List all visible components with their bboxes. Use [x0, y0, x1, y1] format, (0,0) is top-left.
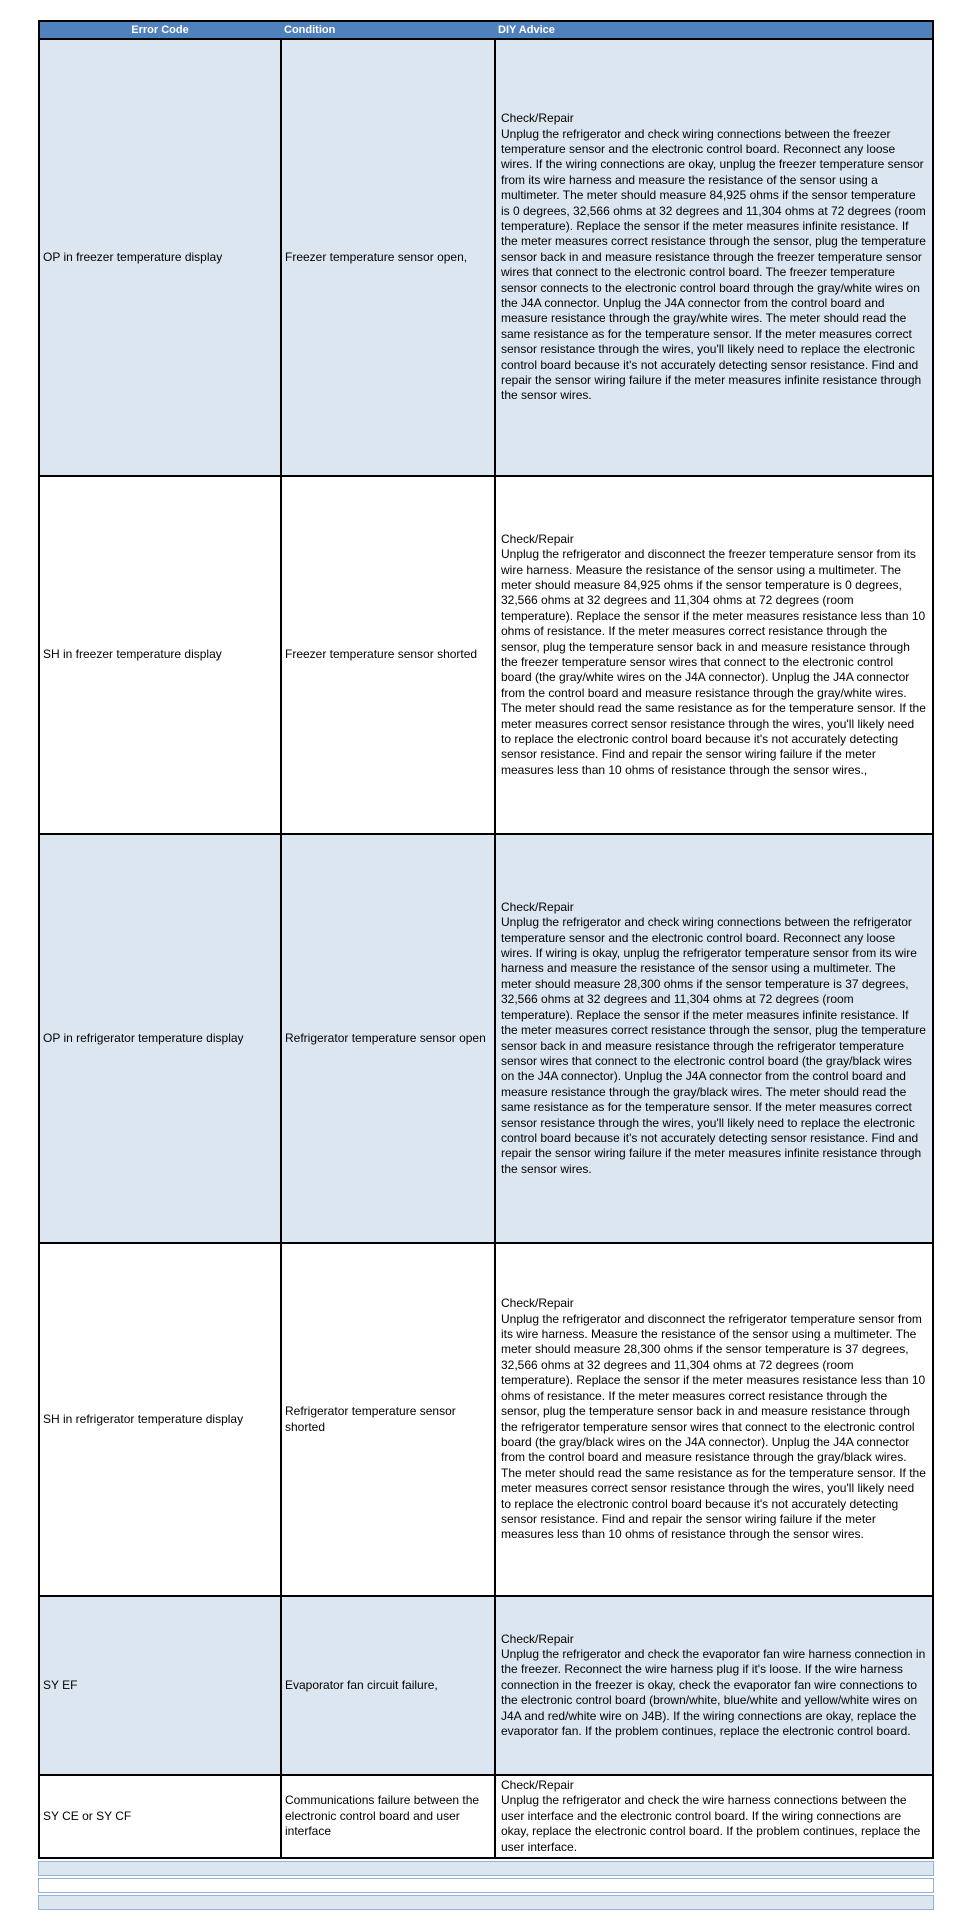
header-condition: Condition — [284, 24, 336, 36]
advice-title: Check/Repair — [501, 111, 574, 126]
condition-text: Freezer temperature sensor open, — [285, 249, 468, 264]
advice-block — [501, 1296, 927, 1543]
troubleshooting-table — [38, 20, 934, 1859]
diy-advice-cell — [494, 835, 932, 1242]
error-code-cell — [40, 40, 280, 475]
condition-cell — [280, 1776, 494, 1857]
advice-block — [501, 111, 927, 404]
condition-text: Evaporator fan circuit failure, — [285, 1677, 438, 1692]
advice-body: Unplug the refrigerator and check the evaporator fan wire harness connection in the freezer. Reconnect the wire harness plug if it's loose. If the wire harness connection in the freezer is okay, check the evaporator fan wire connections to the electronic control board (brown/white, blue/white and yellow/white wires on J4A and red/white wire on J4B). If the wiring connections are okay, replace the evaporator fan. If the problem continues, replace the electronic control board. — [501, 1646, 926, 1739]
table-row-sy-ef — [40, 1595, 932, 1774]
error-code-text: OP in freezer temperature display — [43, 249, 223, 264]
error-code-cell — [40, 835, 280, 1242]
advice-block — [501, 900, 927, 1177]
condition-cell — [280, 40, 494, 475]
advice-title: Check/Repair — [501, 1777, 574, 1792]
error-code-text: SH in refrigerator temperature display — [43, 1411, 244, 1426]
advice-body: Unplug the refrigerator and check wiring connections between the freezer temperature sensor and the electronic control board. Reconnect any loose wires. If the wiring connections are okay, unplug the freezer temperature sensor from its wire harness and measure the resistance of the sensor using a multimeter. The meter should measure 84,925 ohms if the sensor temperature is 0 degrees, 32,566 ohms at 32 degrees and 11,304 ohms at 72 degrees (room temperature). Replace the sensor if the meter measures infinite resistance. If the meter measures correct resistance through the sensor, plug the temperature sensor back in and measure resistance through the freezer temperature sensor wires that connect to the electronic control board. The freezer temperature sensor connects to the electronic control board through the gray/white wires on the J4A connector. Unplug the J4A connector from the control board and measure resistance through the gray/white wires. The meter should read the same resistance as for the temperature sensor. If the meter measures correct sensor resistance through the wires, you'll likely need to replace the electronic control board because it's not accurately detecting sensor resistance. Find and repair the sensor wiring failure if the meter measures infinite resistance through the sensor wires. — [501, 126, 926, 403]
error-code-cell — [40, 1244, 280, 1595]
advice-title: Check/Repair — [501, 1296, 574, 1311]
diy-advice-cell — [494, 1597, 932, 1774]
header-diy-advice: DIY Advice — [498, 24, 555, 36]
advice-body: Unplug the refrigerator and disconnect the refrigerator temperature sensor from its wire harness. Measure the resistance of the sensor using a multimeter. The meter should measure 28,300 ohms if the sensor temperature is 37 degrees, 32,566 ohms at 32 degrees and 11,304 ohms at 72 degrees (room temperature). Replace the sensor if the meter measures resistance less than 10 ohms of resistance. If the meter measures correct resistance through the sensor, plug the temperature sensor back in and measure resistance through the refrigerator temperature sensor wires that connect to the electronic control board (the gray/black wires on the J4A connector). Unplug the J4A connector from the control board and measure resistance through the gray/black wires. The meter should read the same resistance as for the temperature sensor. If the meter measures correct sensor resistance through the wires, you'll likely need to replace the electronic control board because it's not accurately detecting sensor resistance. Find and repair the sensor wiring failure if the meter measures less than 10 ohms of resistance through the sensor wires. — [501, 1311, 926, 1542]
table-row-sh-freezer — [40, 475, 932, 833]
empty-row — [38, 1861, 934, 1876]
condition-cell — [280, 477, 494, 833]
table-row-op-refrigerator — [40, 833, 932, 1242]
error-code-cell — [40, 477, 280, 833]
error-code-text: SY CE or SY CF — [43, 1808, 132, 1823]
header-error-code: Error Code — [131, 24, 189, 36]
error-code-text: SY EF — [43, 1677, 78, 1692]
table-row-sy-ce-cf — [40, 1774, 932, 1857]
advice-title: Check/Repair — [501, 1631, 574, 1646]
error-code-cell — [40, 1776, 280, 1857]
condition-text: Refrigerator temperature sensor open — [285, 1030, 486, 1045]
empty-row — [38, 1895, 934, 1910]
advice-block — [501, 532, 927, 779]
table-row-op-freezer — [40, 38, 932, 475]
empty-row — [38, 1878, 934, 1893]
diy-advice-cell — [494, 477, 932, 833]
condition-text: Freezer temperature sensor shorted — [285, 647, 478, 662]
advice-body: Unplug the refrigerator and check the wire harness connections between the user interface and the electronic control board. If the wiring connections are okay, replace the electronic control board. If the problem continues, replace the user interface. — [501, 1793, 921, 1854]
table-row-sh-refrigerator — [40, 1242, 932, 1595]
error-code-text: SH in freezer temperature display — [43, 647, 222, 662]
advice-block — [501, 1778, 927, 1855]
advice-block — [501, 1632, 927, 1740]
advice-title: Check/Repair — [501, 531, 574, 546]
diy-advice-cell — [494, 40, 932, 475]
condition-cell — [280, 835, 494, 1242]
condition-text: Communications failure between the electronic control board and user interface — [285, 1793, 480, 1839]
advice-body: Unplug the refrigerator and check wiring connections between the refrigerator temperature sensor and the electronic control board. Reconnect any loose wires. If wiring is okay, unplug the refrigerator temperature sensor from its wire harness and measure the resistance of the sensor using a multimeter. The meter should measure 28,300 ohms if the sensor temperature is 37 degrees, 32,566 ohms at 32 degrees and 11,304 ohms at 72 degrees (room temperature). Replace the sensor if the meter measures infinite resistance. If the meter measures correct resistance through the sensor, plug the temperature sensor back in and measure resistance through the refrigerator temperature sensor wires that connect to the electronic control board (the gray/black wires on the J4A connector). Unplug the J4A connector from the control board and measure resistance through the gray/black wires. The meter should read the same resistance as for the temperature sensor. If the meter measures correct sensor resistance through the wires, you'll likely need to replace the electronic control board because it's not accurately detecting sensor resistance. Find and repair the sensor wiring failure if the meter measures infinite resistance through the sensor wires. — [501, 915, 926, 1176]
error-code-text: OP in refrigerator temperature display — [43, 1030, 244, 1045]
advice-body: Unplug the refrigerator and disconnect the freezer temperature sensor from its wire harness. Measure the resistance of the sensor using a multimeter. The meter should measure 84,925 ohms if the sensor temperature is 0 degrees, 32,566 ohms at 32 degrees and 11,304 ohms at 72 degrees (room temperature). Replace the sensor if the meter measures resistance less than 10 ohms of resistance. If the meter measures correct resistance through the sensor, plug the temperature sensor back in and measure resistance through the freezer temperature sensor wires that connect to the electronic control board (the gray/white wires on the J4A connector). Unplug the J4A connector from the control board and measure resistance through the gray/white wires. The meter should read the same resistance as for the temperature sensor. If the meter measures correct sensor resistance through the wires, you'll likely need to replace the electronic control board because it's not accurately detecting sensor resistance. Find and repair the sensor wiring failure if the meter measures less than 10 ohms of resistance through the sensor wires., — [501, 547, 926, 777]
advice-title: Check/Repair — [501, 899, 574, 914]
condition-cell — [280, 1244, 494, 1595]
condition-text: Refrigerator temperature sensor shorted — [285, 1404, 456, 1434]
table-header-row — [40, 22, 932, 38]
condition-cell — [280, 1597, 494, 1774]
diy-advice-cell — [494, 1776, 932, 1857]
diy-advice-cell — [494, 1244, 932, 1595]
error-code-cell — [40, 1597, 280, 1774]
footer-empty-rows — [38, 1861, 934, 1912]
